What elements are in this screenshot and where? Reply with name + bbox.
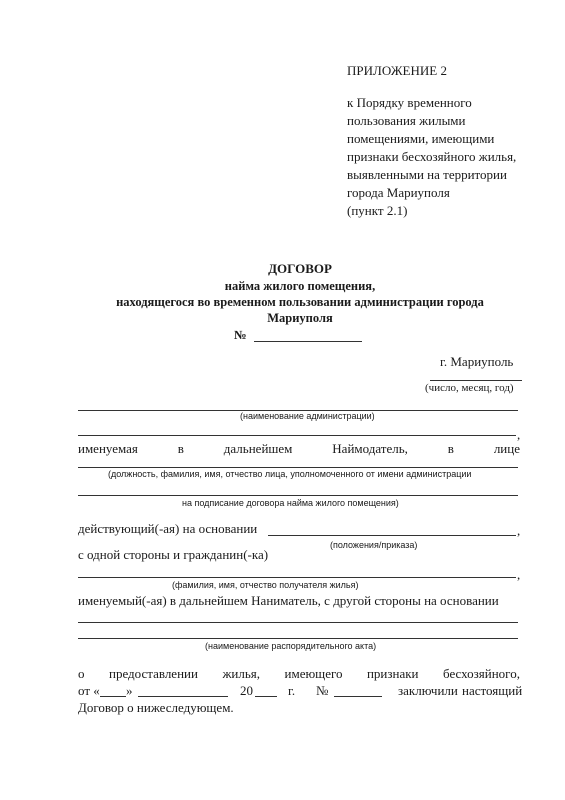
basis-caption: (положения/приказа) xyxy=(330,540,418,550)
row-word: жилья, xyxy=(222,666,261,681)
one-side-label: с одной стороны и гражданин(-ка) xyxy=(78,547,269,562)
this-word: настоящий xyxy=(462,683,523,698)
date-close-quote: » xyxy=(126,683,133,698)
row-word: бесхозяйного, xyxy=(443,666,520,681)
year-suffix: г. xyxy=(288,683,296,698)
contract-subtitle-1: найма жилого помещения, xyxy=(224,279,376,293)
act-caption: (наименование распорядительного акта) xyxy=(205,641,377,651)
annex-text xyxy=(347,94,557,202)
row-word: в xyxy=(177,441,184,456)
row-word: Наймодатель, xyxy=(332,441,408,456)
row-word: в xyxy=(447,441,454,456)
year-line xyxy=(255,696,277,697)
administration-line-2 xyxy=(78,435,516,436)
annex-clause: (пункт 2.1) xyxy=(347,203,408,218)
act-line-2 xyxy=(78,638,518,639)
city-label: г. Мариуполь xyxy=(440,354,514,369)
date-open-quote: от « xyxy=(78,683,100,698)
row-word: именуемая xyxy=(78,441,138,456)
row-word: лице xyxy=(493,441,520,456)
annex-line: города Мариуполя xyxy=(347,185,450,200)
concluded-word: заключили xyxy=(398,683,458,698)
landlord-row xyxy=(78,440,520,458)
row-word: предоставлении xyxy=(108,666,198,681)
annex-line: помещениями, имеющими xyxy=(347,131,495,146)
date-caption: (число, месяц, год) xyxy=(425,382,514,394)
tenant-name-caption: (фамилия, имя, отчество получателя жилья) xyxy=(172,580,359,590)
signing-caption: на подписание договора найма жилого помещения) xyxy=(182,498,399,508)
annex-title: ПРИЛОЖЕНИЕ 2 xyxy=(347,63,447,78)
contract-number-label: № xyxy=(234,328,247,342)
comma: , xyxy=(517,523,521,538)
basis-line xyxy=(268,535,516,536)
row-word: дальнейшем xyxy=(223,441,293,456)
month-line xyxy=(138,696,228,697)
year-prefix: 20 xyxy=(240,683,253,698)
contract-subtitle-2: находящегося во временном пользовании администрации города xyxy=(116,295,484,309)
position-line xyxy=(78,467,518,468)
contract-title: ДОГОВОР xyxy=(268,261,332,276)
annex-line: признаки бесхозяйного жилья, xyxy=(347,149,517,164)
acting-basis-label: действующий(-ая) на основании xyxy=(78,521,258,536)
tenant-row: именуемый(-ая) в дальнейшем Наниматель, с другой стороны на основании xyxy=(78,593,499,608)
contract-subtitle-3: Мариуполя xyxy=(267,311,333,325)
tenant-name-line xyxy=(78,577,516,578)
contract-number-line xyxy=(254,341,362,342)
comma: , xyxy=(517,427,521,442)
act-number-label: № xyxy=(316,683,329,698)
final-row-1 xyxy=(78,665,520,683)
final-row-2 xyxy=(78,682,523,700)
signing-line xyxy=(78,495,518,496)
row-word: признаки xyxy=(366,666,419,681)
position-caption: (должность, фамилия, имя, отчество лица, уполномоченного от имени администрации xyxy=(108,469,472,479)
annex-line: выявленными на территории xyxy=(347,167,507,182)
annex-line: к Порядку временного xyxy=(347,95,472,110)
day-line xyxy=(100,696,126,697)
final-row-3: Договор о нижеследующем. xyxy=(78,700,234,715)
annex-line: пользования жилыми xyxy=(347,113,466,128)
administration-caption: (наименование администрации) xyxy=(240,411,375,421)
row-word: о xyxy=(78,666,85,681)
act-line-1 xyxy=(78,622,518,623)
comma: , xyxy=(517,567,521,582)
act-number-line xyxy=(334,696,382,697)
row-word: имеющего xyxy=(284,666,343,681)
